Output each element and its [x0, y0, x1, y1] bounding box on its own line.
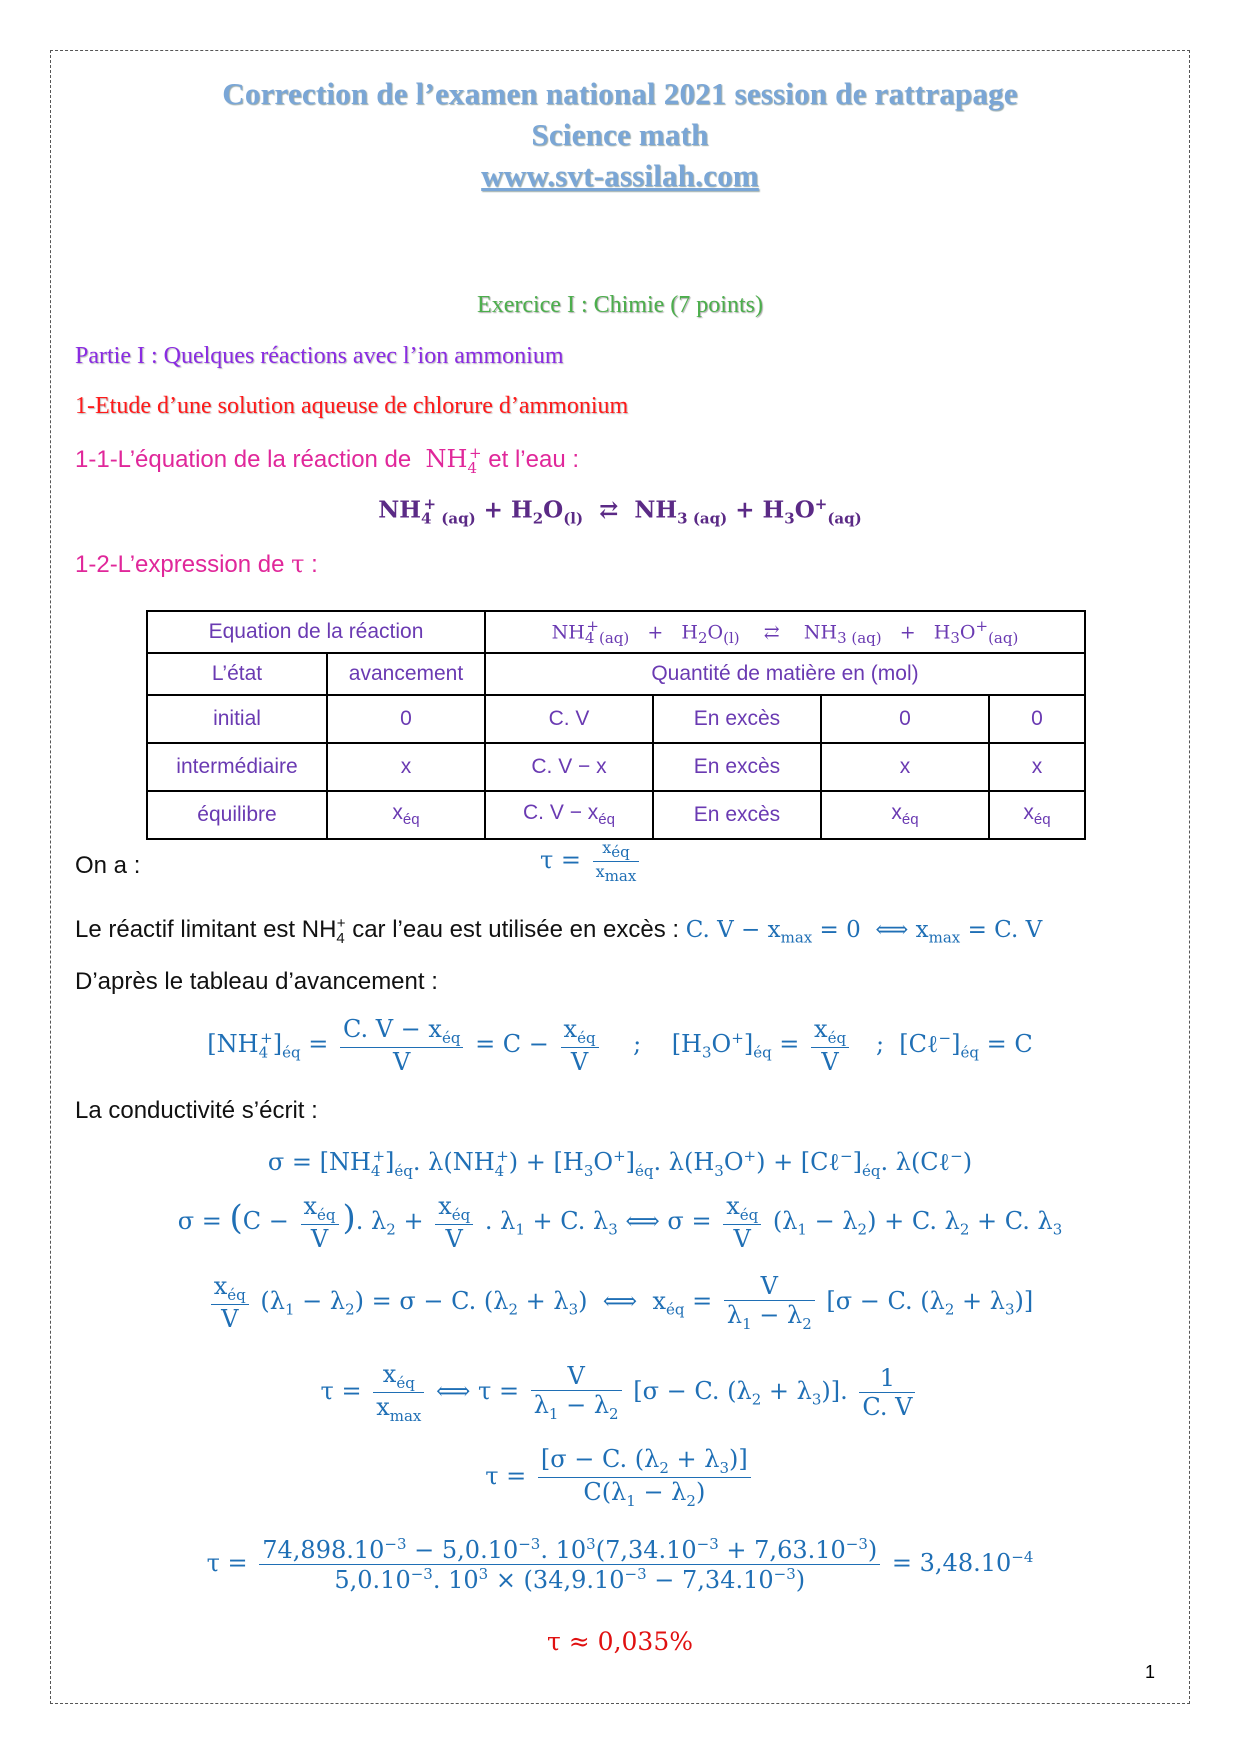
concentrations-equation: $[NH_4^+]_{éq}$ = $\frac{C. V - x_{éq}}{V}$ = C − $\frac{x_{éq}}{V}$ ; $[H_3O^+]_{éq}$ = $\frac{x_{éq}}{V}$ ; $[C\ell^-]_{éq} = C$	[207, 1015, 1033, 1076]
on-a-label: On a :	[75, 852, 141, 879]
question-1-1: 1-1-L’équation de la réaction de $NH_4^+$ et l’eau :	[75, 444, 580, 477]
table-header-equation: Equation de la réaction	[147, 611, 485, 653]
advancement-table	[146, 610, 1086, 840]
table-col-quantity: Quantité de matière en (mol)	[485, 653, 1085, 695]
conductivity-label: La conductivité s’écrit :	[75, 1097, 318, 1124]
part-title: Partie I : Quelques réactions avec l’ion ammonium	[75, 343, 564, 369]
tau-expression-2: τ = $\frac{[\sigma - C. (\lambda_2 + \lambda_3)]}{C(\lambda_1 - \lambda_2)}$	[0, 1445, 1240, 1510]
page-number: 1	[1145, 1662, 1156, 1682]
reaction-equation: $NH_4^+$ $_{(aq)} + H_2O_{(l)}$ ⇄ $NH_{3 (aq)} + H_3O^+_{(aq)}$	[378, 495, 862, 528]
document-title: Correction de l’examen national 2021 session de rattrapage	[222, 76, 1018, 111]
table-col-advance: avancement	[327, 653, 485, 695]
table-row: initial 0 C. V En excès 0 0	[147, 695, 1085, 743]
exercise-title: Exercice I : Chimie (7 points)	[477, 292, 763, 318]
website-link[interactable]: www.svt-assilah.com	[481, 158, 759, 193]
table-header-reaction: $NH_4^+_{(aq)} + H_2O_{(l)}$ ⇄ $NH_{3 (aq)} + H_3O^+_{(aq)}$	[485, 611, 1085, 653]
from-table-label: D’après le tableau d’avancement :	[75, 968, 438, 995]
tau-numeric-application: τ = $\frac{74,898.10^{-3} - 5,0.10^{-3}. 10^3(7,34.10^{-3} + 7,63.10^{-3})}{5,0.10^{-3}. 10^3 \times (34,9.10^{-3} - 7,34.10^{-3})}$ = $3,48.10^{-4}$	[206, 1535, 1034, 1594]
conductivity-equation-1: $\sigma = [NH_4^+]_{éq}$. $\lambda(NH_4^+) + [H_3O^+]_{éq}$. $\lambda(H_3O^+)$ + $[C\ell^-]_{éq}$. λ(Cℓ−)	[267, 1147, 973, 1180]
tau-definition: τ = $\frac{x_{éq}}{x_{max}}$	[540, 838, 643, 885]
conductivity-equation-2: σ = (C − $\frac{x_{éq}}{V}$ ). $\lambda_2$ + $\frac{x_{éq}}{V}$ . $\lambda_1 + C$. $\lambda_3$ ⟺ σ = $\frac{x_{éq}}{V}$ $(\lambda_1 - \lambda_2) + C$. $\lambda_2 + C$. $\lambda_3$	[177, 1192, 1063, 1253]
question-1-2: 1-2-L’expression de τ :	[75, 550, 318, 578]
table-row: équilibre $x_{éq}$ C. $V - x_{éq}$ En excès $x_{éq}$ $x_{éq}$	[147, 791, 1085, 839]
xeq-equation: $\frac{x_{éq}}{V}$ $(\lambda_1 - \lambda_2) = \sigma - C$. $(\lambda_2 + \lambda_3)$ ⟺ $x_{éq}$ = $\frac{V}{\lambda_1 - \lambda_2}$ [σ − C. $(\lambda_2 + \lambda_3)$]	[0, 1272, 1240, 1333]
tau-expression-1: τ = $\frac{x_{éq}}{x_{max}}$ ⟺ τ = $\frac{V}{\lambda_1 - \lambda_2}$ [σ − C. $(\lambda_2 + \lambda_3)$]. $\frac{1}{C. V}$	[0, 1360, 1240, 1425]
limiting-reagent-line: Le réactif limitant est $NH_4^+$ car l’eau est utilisée en excès : C. $V - x_{max} = 0$ ⟺ $x_{max} = C$. V	[75, 915, 1043, 947]
table-col-state: L’état	[147, 653, 327, 695]
document-subtitle: Science math	[531, 117, 709, 152]
final-result: τ ≈ 0,035%	[547, 1627, 693, 1656]
section-title: 1-Etude d’une solution aqueuse de chlorure d’ammonium	[75, 393, 629, 419]
table-row: intermédiaire x C. V − x En excès x x	[147, 743, 1085, 791]
